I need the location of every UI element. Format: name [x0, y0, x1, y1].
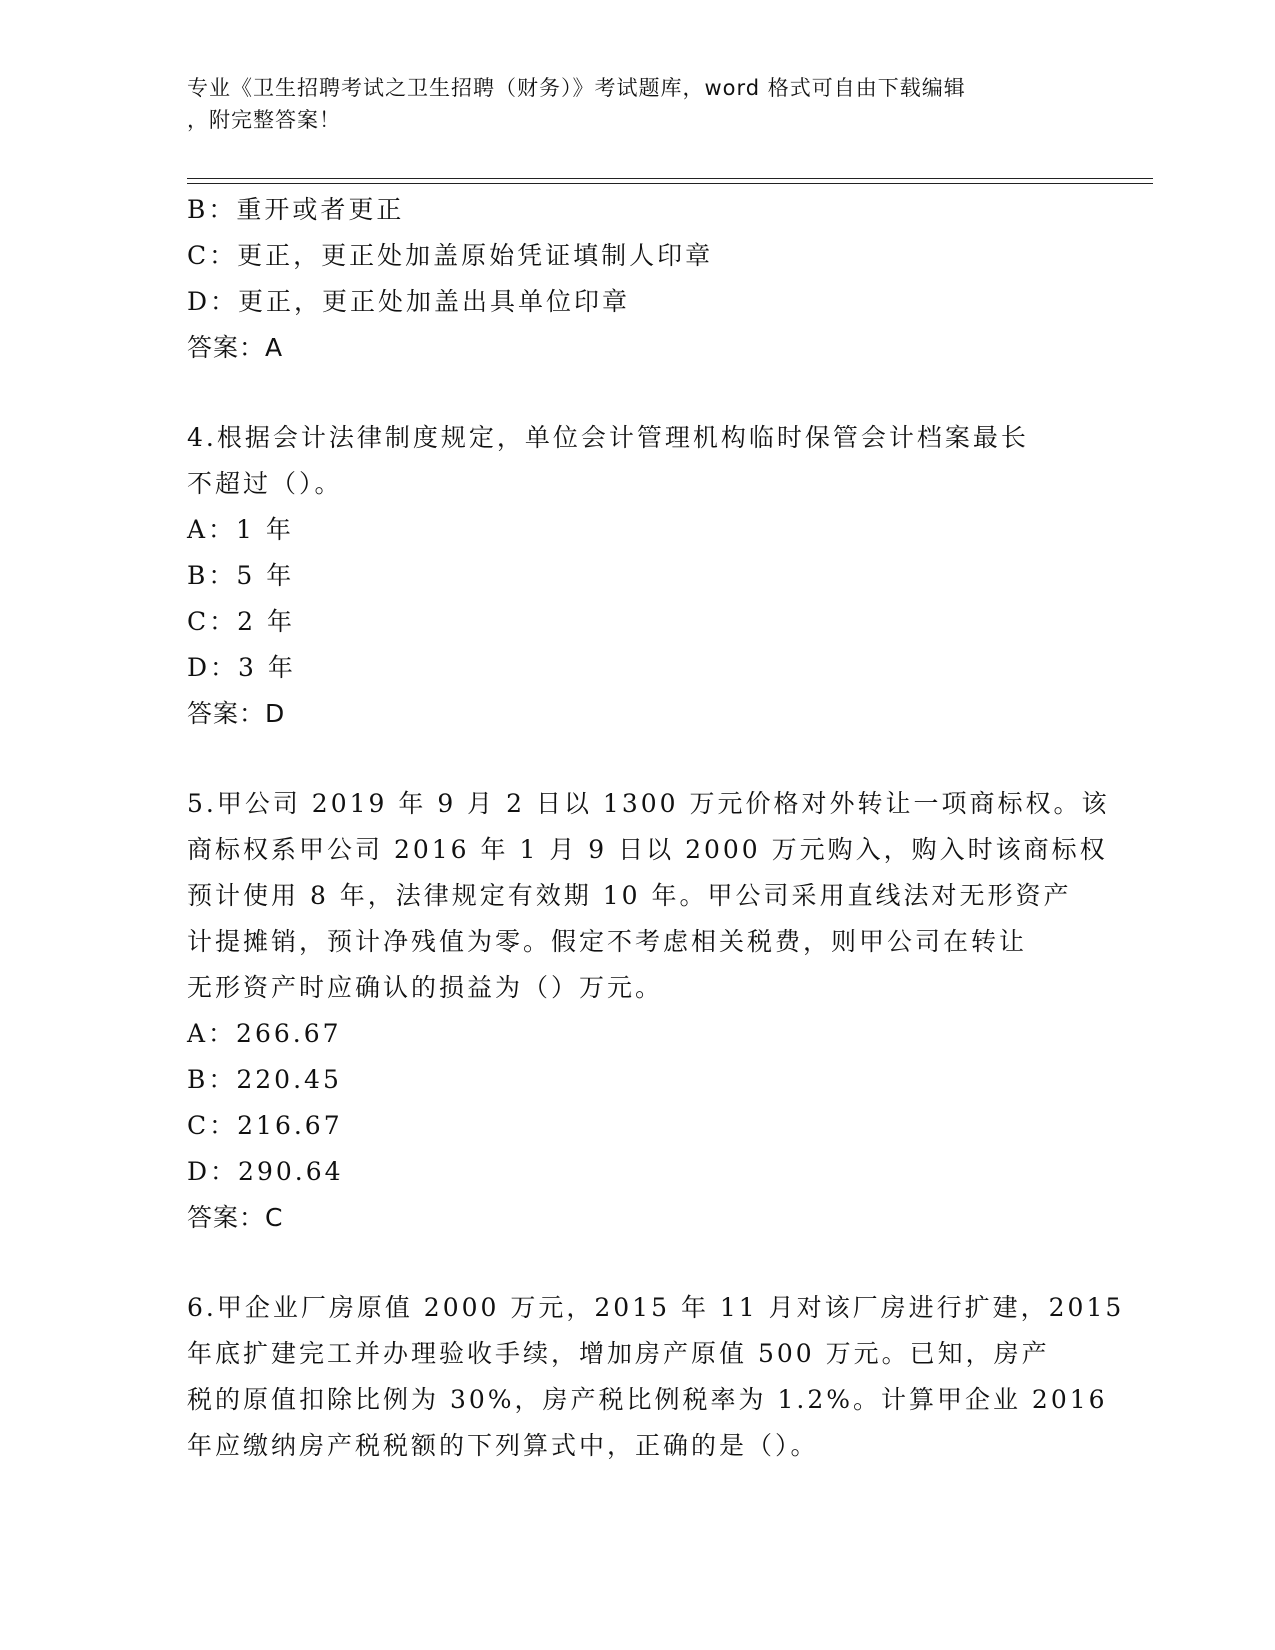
question-content — [187, 187, 1125, 1469]
option-c: C：更正，更正处加盖原始凭证填制人印章 — [187, 241, 714, 270]
option-d: D：290.64 — [187, 1157, 344, 1186]
question-4 — [187, 415, 1067, 737]
option-d: D：更正，更正处加盖出具单位印章 — [187, 287, 631, 316]
option-b: B：220.45 — [187, 1065, 342, 1094]
header-line-2: ，附完整答案！ — [187, 108, 341, 132]
option-a: A：266.67 — [187, 1019, 342, 1048]
question-stem-line: 6.甲企业厂房原值 2000 万元，2015 年 11 月对该厂房进行扩建，2015 — [187, 1293, 1125, 1322]
header-divider-bottom — [187, 183, 1153, 184]
question-stem-line: 计提摊销，预计净残值为零。假定不考虑相关税费，则甲公司在转让 — [187, 927, 1028, 956]
document-header — [187, 72, 1067, 136]
question-stem-line: 无形资产时应确认的损益为（）万元。 — [187, 973, 664, 1002]
question-5 — [187, 781, 1110, 1241]
option-b: B：重开或者更正 — [187, 195, 405, 224]
question-stem-line: 5.甲公司 2019 年 9 月 2 日以 1300 万元价格对外转让一项商标权。该 — [187, 789, 1110, 818]
header-divider-top — [187, 178, 1153, 179]
question-stem-line: 商标权系甲公司 2016 年 1 月 9 日以 2000 万元购入，购入时该商标权 — [187, 835, 1108, 864]
option-c: C：2 年 — [187, 607, 295, 636]
question-stem-line: 不超过（）。 — [187, 469, 343, 498]
question-stem-line: 4.根据会计法律制度规定，单位会计管理机构临时保管会计档案最长 — [187, 423, 1029, 452]
answer-line: 答案：D — [187, 699, 286, 728]
question-6 — [187, 1285, 1125, 1469]
question-stem-line: 年应缴纳房产税税额的下列算式中，正确的是（）。 — [187, 1431, 819, 1460]
option-a: A：1 年 — [187, 515, 294, 544]
option-b: B：5 年 — [187, 561, 295, 590]
option-c: C：216.67 — [187, 1111, 343, 1140]
option-d: D：3 年 — [187, 653, 296, 682]
answer-line: 答案：A — [187, 333, 284, 362]
question-3-tail — [187, 187, 1067, 371]
question-stem-line: 年底扩建完工并办理验收手续，增加房产原值 500 万元。已知，房产 — [187, 1339, 1050, 1368]
answer-line: 答案：C — [187, 1203, 284, 1232]
question-stem-line: 预计使用 8 年，法律规定有效期 10 年。甲公司采用直线法对无形资产 — [187, 881, 1072, 910]
question-stem-line: 税的原值扣除比例为 30%，房产税比例税率为 1.2%。计算甲企业 2016 — [187, 1385, 1108, 1414]
header-line-1: 专业《卫生招聘考试之卫生招聘（财务）》考试题库，word 格式可自由下载编辑 — [187, 76, 966, 100]
